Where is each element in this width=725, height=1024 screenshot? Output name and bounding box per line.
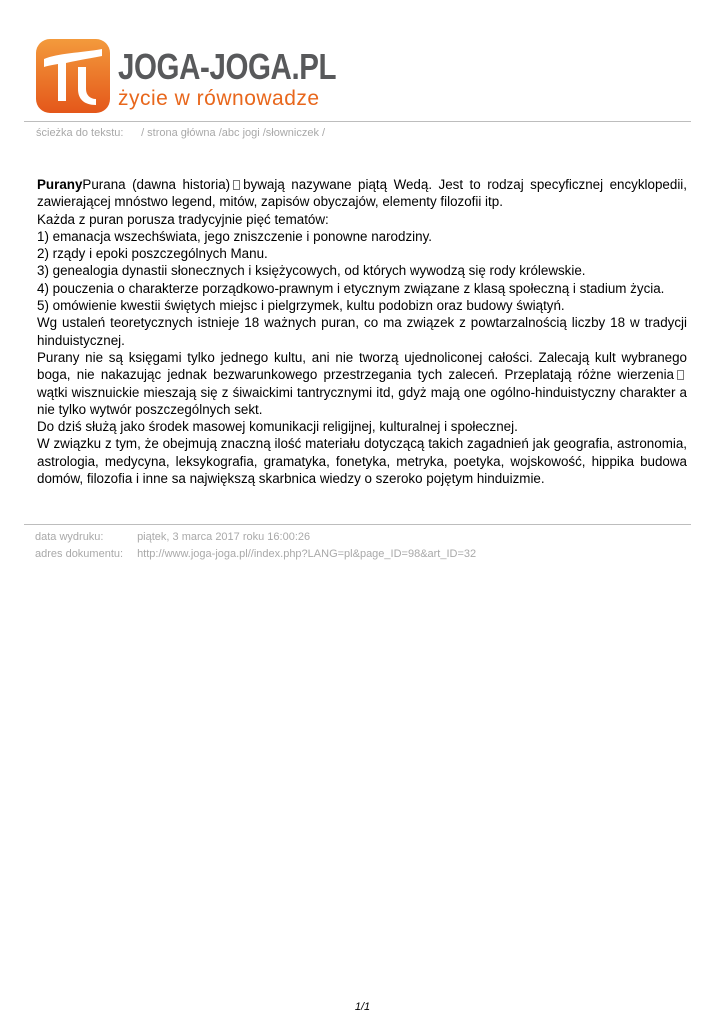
logo-title: JOGA-JOGA.PL xyxy=(118,46,337,87)
breadcrumb-path[interactable]: / strona główna /abc jogi /słowniczek / xyxy=(141,127,326,139)
article-term: Purany xyxy=(37,177,83,192)
breadcrumb-label: ścieżka do tekstu: xyxy=(36,127,124,139)
missing-glyph-icon xyxy=(677,370,684,380)
print-date-label: data wydruku: xyxy=(35,531,104,543)
article-paragraph: W związku z tym, że obejmują znaczną ilość materiału dotyczącą takich zagadnień jak geografia, astronomia, astrologia, medycyna, leksykografia, gramatyka, fonetyka, metryka, poetyka, wojskowość, hippika budowa domów, filozofia i inne sa największą skarbnica wiedzy o szeroko pojętym hinduizmie. xyxy=(37,436,687,487)
print-date xyxy=(35,531,310,543)
article-paragraph: Wg ustaleń teoretycznych istnieje 18 ważnych puran, co ma związek z powtarzalnością liczby 18 w tradycji hinduistycznej. xyxy=(37,315,687,348)
document-address xyxy=(35,548,476,560)
print-date-value: piątek, 3 marca 2017 roku 16:00:26 xyxy=(137,531,311,543)
article-paragraph: Każda z puran porusza tradycyjnie pięć tematów: xyxy=(37,211,329,227)
header-divider xyxy=(24,121,691,122)
page-number: 1/1 xyxy=(354,1001,371,1013)
list-item: 1) emanacja wszechświata, jego zniszczenie i ponowne narodziny. xyxy=(37,228,432,244)
breadcrumb xyxy=(36,127,325,139)
joga-logo-icon xyxy=(36,39,110,113)
document-address-link[interactable]: http://www.joga-joga.pl//index.php?LANG=pl&page_ID=98&art_ID=32 xyxy=(137,548,477,560)
footer-divider xyxy=(24,524,691,525)
missing-glyph-icon xyxy=(233,180,240,190)
site-logo[interactable] xyxy=(36,39,336,115)
logo-tagline: życie w równowadze xyxy=(118,87,320,110)
list-item: 4) pouczenia o charakterze porządkowo-prawnym i etycznym związane z klasą społeczną i stadium życia. xyxy=(37,280,665,296)
list-item: 2) rządy i epoki poszczególnych Manu. xyxy=(37,246,268,262)
article-paragraph: Do dziś służą jako środek masowej komunikacji religijnej, kulturalnej i społecznej. xyxy=(37,419,518,435)
list-item: 3) genealogia dynastii słonecznych i księżycowych, od których wywodzą się rody królewskie. xyxy=(37,263,586,279)
list-item: 5) omówienie kwestii świętych miejsc i pielgrzymek, kultu podobizn oraz budowy świątyń. xyxy=(37,298,565,314)
article-paragraph: PuranyPurana (dawna historia) bywają nazywane piątą Wedą. Jest to rodzaj specyficznej encyklopedii, zawierającej mnóstwo legend, mitów, zapisów obyczajów, elementy filozofii itp. xyxy=(37,177,687,210)
article-paragraph: Purany nie są księgami tylko jednego kultu, ani nie tworzą ujednoliconej całości. Zalecają kult wybranego boga, nie nakazując jednak bezwarunkowego przestrzegania tych zaleceń. Przeplatają różne wierzeniawątki wisznuickie mieszają się z śiwaickimi tantrycznymi itd, gdyż mają one ogólno-hinduistyczny charakter a nie tylko wytwór poszczególnych sekt. xyxy=(37,349,687,417)
document-address-label: adres dokumentu: xyxy=(35,548,124,560)
article-body xyxy=(37,176,687,487)
